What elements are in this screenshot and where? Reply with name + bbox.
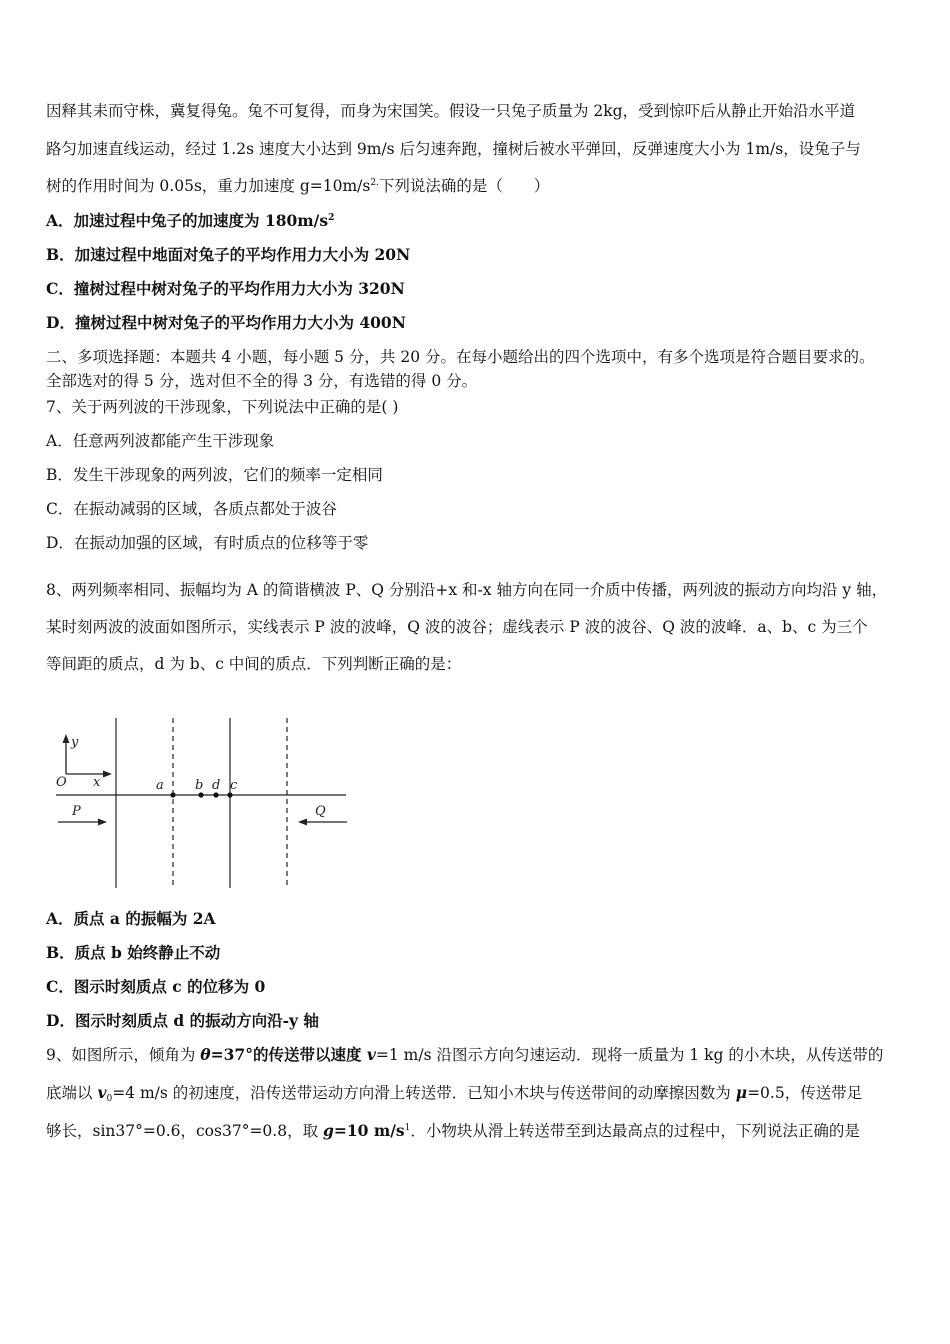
section2-instructions-line-2: 全部选对的得 5 分，选对但不全的得 3 分，有选错的得 0 分。 [46,372,478,390]
particle-d [213,792,218,797]
label-p: P [72,804,81,819]
q6-option-a-superscript: 2 [328,213,335,223]
q9-l3-c: ．小物块从滑上转送带至到达最高点的过程中，下列说法正确的是 [410,1122,860,1140]
q8-option-a: A．质点 a 的振幅为 2A [46,909,216,928]
q6-option-c: C．撞树过程中树对兔子的平均作用力大小为 320N [46,279,405,298]
q6-option-a-text: A．加速过程中兔子的加速度为 180m/s [46,211,329,230]
label-origin: O [56,775,67,790]
q9-l3-a: 够长，sin37°=0.6，cos37°=0.8，取 [46,1122,324,1140]
label-a: a [156,778,164,793]
x-axis-arrow-icon [103,771,112,778]
q7-option-a: A．任意两列波都能产生干涉现象 [46,432,275,450]
q9-l2-a: 底端以 [46,1084,98,1102]
q9-l1-c: =1 m/s 沿图示方向匀速运动．现将一质量为 1 kg 的小木块，从传送带的 [375,1046,884,1064]
q9-l3-b: =10 m/s [333,1121,405,1140]
label-q: Q [315,804,326,819]
q8-option-c: C．图示时刻质点 c 的位移为 0 [46,977,266,996]
label-x: x [93,775,101,790]
q9-l3-superscript: 1 [404,1123,411,1133]
section2-instructions-line-1: 二、多项选择题：本题共 4 小题，每小题 5 分，共 20 分。在每小题给出的四个选项中，有多个选项是符合题目要求的。 [46,348,875,366]
q7-option-d: D．在振动加强的区域，有时质点的位移等于零 [46,534,369,552]
q8-stem-line-3: 等间距的质点，d 为 b、c 中间的质点．下列判断正确的是： [46,655,462,673]
particle-b [198,792,203,797]
q7-option-c: C．在振动减弱的区域，各质点都处于波谷 [46,500,337,518]
q7-stem: 7、关于两列波的干涉现象，下列说法中正确的是( ) [46,398,399,416]
q6-stem-line-2: 路匀加速直线运动，经过 1.2s 速度大小达到 9m/s 后匀速奔跑，撞树后被水平弹回，反弹速度大小为 1m/s，设兔子与 [46,140,861,158]
p-direction-arrow-icon [98,819,107,826]
q9-stem-line-3 [46,1121,916,1141]
q9-mu-symbol: μ [735,1083,748,1102]
q6-stem-line-3 [46,176,916,196]
q9-l2-b: =4 m/s 的初速度，沿传送带运动方向滑上转送带．已知小木块与传送带间的动摩擦因数为 [112,1084,736,1102]
q9-g-symbol: g [323,1121,334,1140]
label-b: b [195,778,204,793]
q9-v-symbol: v [366,1045,376,1064]
q6-option-b: B．加速过程中地面对兔子的平均作用力大小为 20N [46,245,411,264]
q9-l1-b: =37°的传送带以速度 [210,1045,367,1064]
particle-c [227,792,232,797]
q9-l1-a: 9、如图所示，倾角为 [46,1046,201,1064]
label-y: y [71,735,79,750]
q6-line3-superscript: 2. [370,178,379,188]
wave-interference-figure [50,712,360,894]
q8-stem-line-2: 某时刻两波的波面如图所示，实线表示 P 波的波峰，Q 波的波谷；虚线表示 P 波的波谷、Q 波的波峰．a、b、c 为三个 [46,618,868,636]
q8-stem-line-1: 8、两列频率相同、振幅均为 A 的简谐横波 P、Q 分别沿+x 和-x 轴方向在同一介质中传播，两列波的振动方向均沿 y 轴， [46,581,888,599]
label-c: c [230,778,238,793]
q9-stem-line-2 [46,1083,916,1103]
q9-v0-subscript: 0 [106,1094,113,1104]
q8-option-d: D．图示时刻质点 d 的振动方向沿-y 轴 [46,1011,319,1030]
q6-option-d: D．撞树过程中树对兔子的平均作用力大小为 400N [46,313,406,332]
q7-option-b: B．发生干涉现象的两列波，它们的频率一定相同 [46,466,383,484]
q9-l2-c: =0.5，传送带足 [747,1084,863,1102]
q-direction-arrow-icon [298,819,307,826]
label-d: d [212,778,221,793]
q6-option-a [46,211,916,231]
q6-line3-text: 树的作用时间为 0.05s，重力加速度 g=10m/s [46,177,371,195]
q9-v0-symbol: v [97,1083,107,1102]
q9-stem-line-1 [46,1045,916,1065]
q8-option-b: B．质点 b 始终静止不动 [46,943,221,962]
q6-line3-tail: 下列说法确的是（ ） [378,177,550,195]
q9-theta-symbol: θ [200,1045,211,1064]
particle-a [170,792,175,797]
y-axis-arrow-icon [63,734,70,743]
q6-stem-line-1: 因释其耒而守株，冀复得兔。兔不可复得，而身为宋国笑。假设一只兔子质量为 2kg，受到惊吓后从静止开始沿水平道 [46,102,856,120]
